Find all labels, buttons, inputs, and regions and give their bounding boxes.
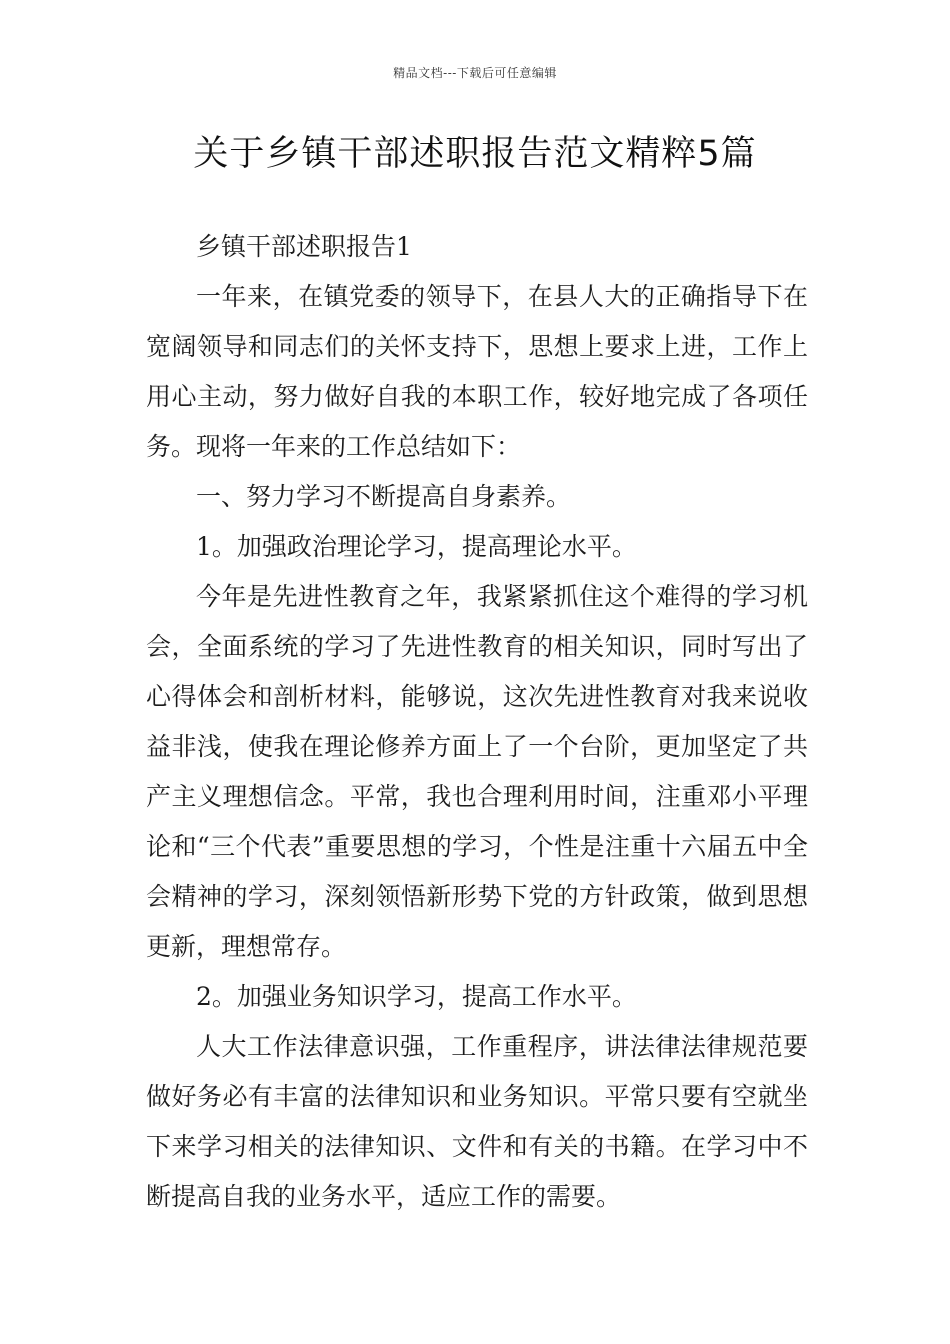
- paragraph-business-knowledge: 人大工作法律意识强，工作重程序，讲法律法律规范要做好务必有丰富的法律知识和业务知识。平常只要有空就坐下来学习相关的法律知识、文件和有关的书籍。在学习中不断提高自我的业务水平，适应工作的需要。: [146, 1032, 808, 1211]
- header-note: 精品文档---下载后可任意编辑: [393, 66, 557, 80]
- subheading-business-knowledge: 2。加强业务知识学习，提高工作水平。: [196, 982, 637, 1011]
- paragraph-intro: 一年来，在镇党委的领导下，在县人大的正确指导下在宽阔领导和同志们的关怀支持下，思想上要求上进，工作上用心主动，努力做好自我的本职工作，较好地完成了各项任务。现将一年来的工作总结如下：: [146, 282, 808, 461]
- section-heading-study: 一、努力学习不断提高自身素养。: [196, 482, 572, 511]
- paragraph-political-theory: 今年是先进性教育之年，我紧紧抓住这个难得的学习机会，全面系统的学习了先进性教育的相关知识，同时写出了心得体会和剖析材料，能够说，这次先进性教育对我来说收益非浅，使我在理论修养方面上了一个台阶，更加坚定了共产主义理想信念。平常，我也合理利用时间，注重邓小平理论和“三个代表”重要思想的学习，个性是注重十六届五中全会精神的学习，深刻领悟新形势下党的方针政策，做到思想更新，理想常存。: [146, 582, 808, 961]
- document-title: 关于乡镇干部述职报告范文精粹5篇: [193, 134, 757, 174]
- subheading-political-theory: 1。加强政治理论学习，提高理论水平。: [196, 532, 637, 561]
- section-heading-report-1: 乡镇干部述职报告1: [196, 232, 412, 261]
- document-body: [146, 222, 808, 1222]
